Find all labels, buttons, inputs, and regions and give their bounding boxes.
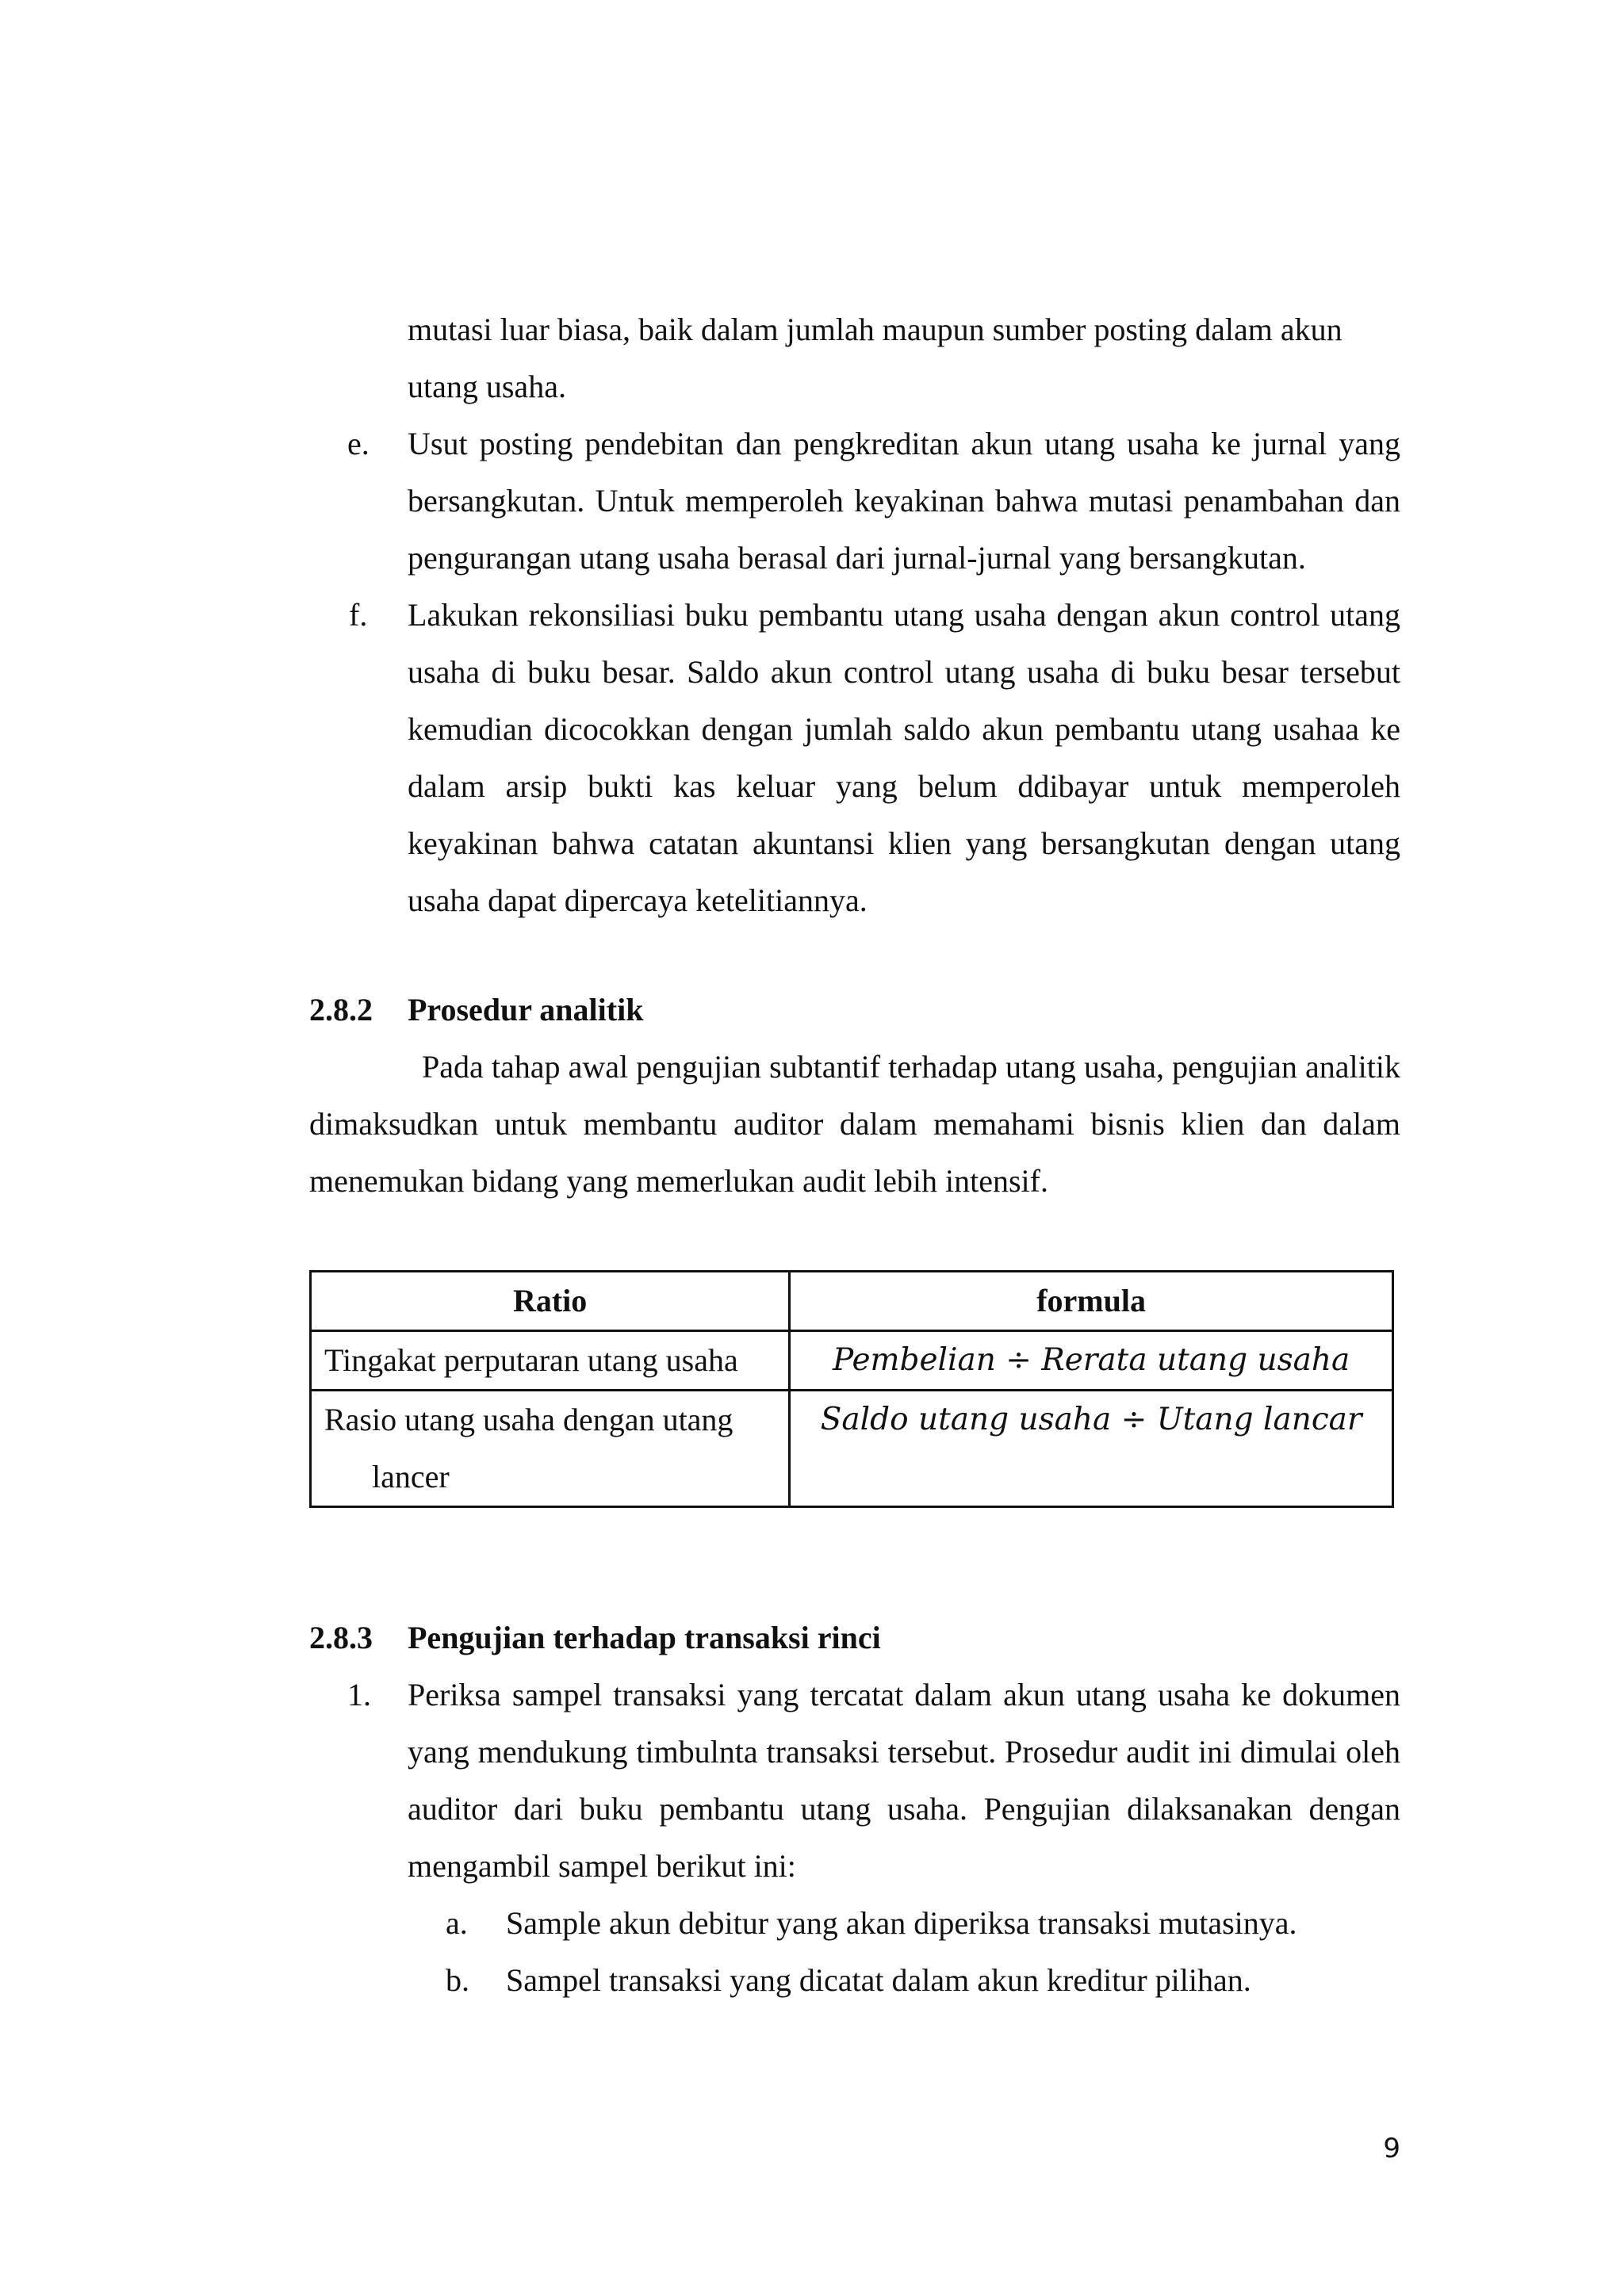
table-header-row [311,1272,1393,1331]
list-marker: a. [446,1905,468,1941]
list-item-f [309,587,1400,929]
ratio-name-line-1: Rasio utang usaha dengan utang [324,1402,733,1437]
list-marker: e. [347,426,370,461]
sub-item-b [408,1952,1400,2009]
continuation-line-2: utang usaha. [408,369,566,404]
list-item-text: Lakukan rekonsiliasi buku pembantu utang usaha dengan akun control utang usaha di buku besar. Saldo akun control utang usaha di buku besar tersebut kemudian dicocokkan dengan jumlah saldo akun pembantu utang usahaa ke dalam arsip bukti kas keluar yang belum ddibayar untuk memperoleh keyakinan bahwa catatan akuntansi klien yang bersangkutan dengan utang usaha dapat dipercaya ketelitiannya. [408,597,1400,918]
list-marker: f. [349,597,368,633]
sub-item-text: Sampel transaksi yang dicatat dalam akun kreditur pilihan. [506,1962,1251,1998]
section-heading-2-8-3 [309,1609,1400,1667]
ratio-formula: Saldo utang usaha ÷ Utang lancar [790,1391,1393,1507]
continuation-line-1: mutasi luar biasa, baik dalam jumlah maupun sumber posting dalam akun [408,312,1342,347]
section-number: 2.8.3 [309,1620,373,1655]
section-paragraph: Pada tahap awal pengujian subtantif terhadap utang usaha, pengujian analitik dimaksudkan untuk membantu auditor dalam memahami bisnis klien dan dalam menemukan bidang yang memerlukan audit lebih intensif. [309,1049,1400,1199]
section-title: Prosedur analitik [408,992,644,1027]
table-row [311,1391,1393,1507]
table-header-ratio: Ratio [311,1272,790,1331]
table-row [311,1331,1393,1391]
sub-item-a [408,1895,1400,1952]
ratio-table [309,1270,1394,1508]
section-heading-2-8-2 [309,982,1400,1039]
ratio-name: Tingakat perputaran utang usaha [311,1331,790,1391]
page-number: 9 [1383,2133,1400,2164]
list-item-text: Usut posting pendebitan dan pengkreditan akun utang usaha ke jurnal yang bersangkutan. Untuk memperoleh keyakinan bahwa mutasi penambahan dan pengurangan utang usaha berasal dari jurnal-jurnal yang bersangkutan. [408,426,1400,576]
list-item-e [309,415,1400,587]
ratio-formula: Pembelian ÷ Rerata utang usaha [790,1331,1393,1391]
list-marker: 1. [347,1677,371,1712]
list-item-1 [309,1667,1400,1895]
list-marker: b. [446,1962,469,1998]
ratio-name [311,1391,790,1507]
sub-item-text: Sample akun debitur yang akan diperiksa transaksi mutasinya. [506,1905,1297,1941]
section-title: Pengujian terhadap transaksi rinci [408,1620,881,1655]
section-number: 2.8.2 [309,992,373,1027]
ratio-name-line-2: lancer [372,1459,450,1494]
table-header-formula: formula [790,1272,1393,1331]
list-item-text: Periksa sampel transaksi yang tercatat dalam akun utang usaha ke dokumen yang mendukung timbulnta transaksi tersebut. Prosedur audit ini dimulai oleh auditor dari buku pembantu utang usaha. Pengujian dilaksanakan dengan mengambil sampel berikut ini: [408,1677,1400,1884]
